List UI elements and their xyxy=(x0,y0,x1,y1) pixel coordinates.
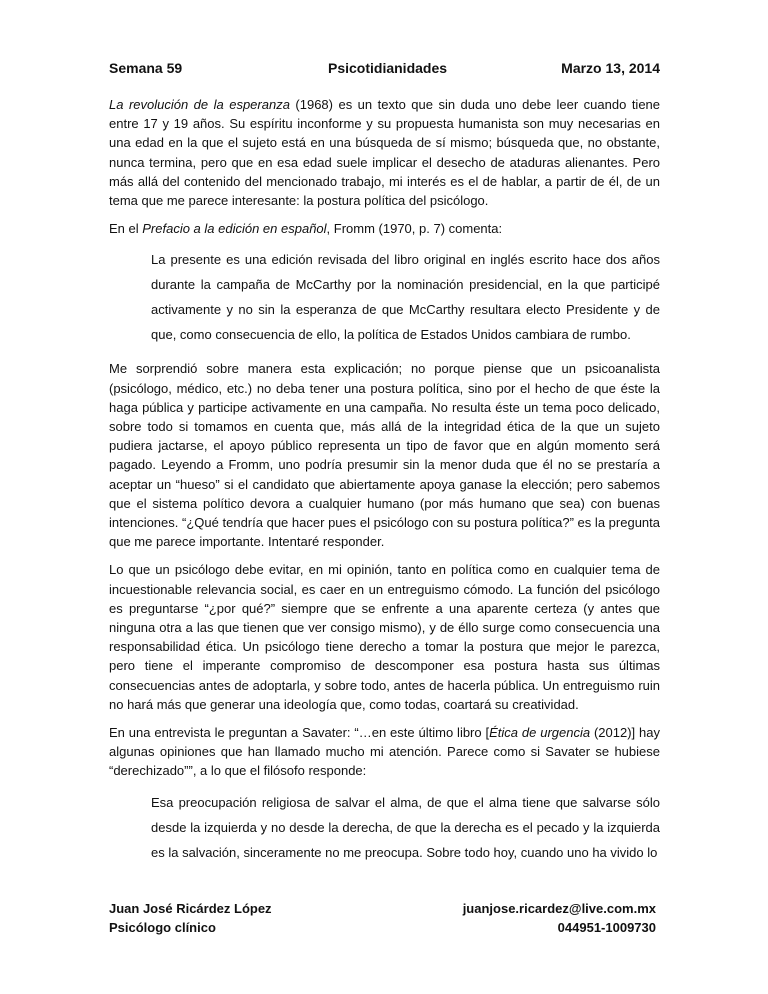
footer-phone: 044951-1009730 xyxy=(557,920,656,935)
paragraph-1-text: (1968) es un texto que sin duda uno debe leer cuando tiene entre 17 y 19 años. Su espíritu inconforme y su propuesta humanista son muy necesarias en una edad en la que el sujeto está en una búsqueda de sí mismo; búsqueda que, no obstante, nunca termina, pero que en esa edad suele implicar el desecho de ataduras alienantes. Pero más allá del contenido del mencionado trabajo, mi interés es el de hablar, a partir de él, de un tema que me parece interesante: la postura política del psicólogo. xyxy=(109,97,661,209)
paragraph-5-pre: En una entrevista le preguntan a Savater: “…en este último libro [ xyxy=(109,725,490,741)
paragraph-2-pre: En el xyxy=(109,221,143,237)
paragraph-3: Me sorprendió sobre manera esta explicación; no porque piense que un psicoanalista (psicólogo, médico, etc.) no deba tener una postura política, sino por el hecho de que éste la haga pública y participe activamente en una campaña. No resulta éste un tema poco delicado, sobre todo si tomamos en cuenta que, más allá de la integridad ética de la que un sujeto pudiera jactarse, el apoyo público representa un tipo de favor que en algún momento será pagado. Leyendo a Fromm, uno podría presumir sin la menor duda que él no se prestaría a aceptar un “hueso” si el candidato que abiertamente apoya ganase la elección; pero sabemos que el sistema político devora a cualquier humano (por más humano que sea) con buenas intenciones. “¿Qué tendría que hacer pues el psicólogo con su postura política?” es la pregunta que me parece importante. Intentaré responder. xyxy=(109,361,660,550)
header-week: Semana 59 xyxy=(109,60,183,76)
page-footer xyxy=(109,899,660,939)
preface-title: Prefacio a la edición en español xyxy=(142,221,327,237)
savater-book-title: Ética de urgencia xyxy=(489,725,591,741)
footer-author: Juan José Ricárdez López xyxy=(109,901,272,916)
header-date: Marzo 13, 2014 xyxy=(561,60,660,76)
page-header xyxy=(109,60,660,80)
footer-email: juanjose.ricardez@live.com.mx xyxy=(462,901,656,916)
book-title: La revolución de la esperanza xyxy=(109,97,290,112)
footer-role: Psicólogo clínico xyxy=(109,920,216,935)
paragraph-5 xyxy=(109,723,660,781)
block-quote-savater: Esa preocupación religiosa de salvar el alma, de que el alma tiene que salvarse sólo desde la izquierda y no desde la derecha, de que la derecha es el pecado y la izquierda es la salvación, sinceramente no me preocupa. Sobre todo hoy, cuando uno ha vivido lo xyxy=(151,794,660,860)
paragraph-2-post: , Fromm (1970, p. 7) comenta: xyxy=(326,221,503,237)
paragraph-2 xyxy=(109,219,660,238)
paragraph-5-post: (2012)] hay algunas opiniones que han llamado mucho mi atención. Parece como si Savater se hubiese “derechizado””, a lo que el filósofo responde: xyxy=(109,725,660,779)
article-body xyxy=(109,95,660,865)
body-clip xyxy=(0,95,768,890)
footer-contact-block xyxy=(463,899,656,937)
footer-author-block xyxy=(109,899,272,937)
paragraph-4: Lo que un psicólogo debe evitar, en mi opinión, tanto en política como en cualquier tema de incuestionable relevancia social, es caer en un entreguismo cómodo. La función del psicólogo es preguntarse “¿por qué?” siempre que se enfrente a una aparente certeza (y antes que ninguna otra a las que tienen que ver consigo mismo), y de éllo surge como consecuencia una responsabilidad ética. Un psicólogo tiene derecho a tomar la postura que mejor le parezca, pero tiene el imperante compromiso de descomponer esa postura hasta sus últimas consecuencias antes de adoptarla, y sobre todo, antes de hacerla pública. Un entreguismo ruin no hará más que generar una ideología que, como todas, coartará su creatividad. xyxy=(109,562,660,712)
block-quote-fromm: La presente es una edición revisada del libro original en inglés escrito hace dos años durante la campaña de McCarthy por la nominación presidencial, en la que participé activamente y no sin la esperanza de que McCarthy resultara electo Presidente y de que, como consecuencia de ello, la política de Estados Unidos cambiara de rumbo. xyxy=(151,252,660,343)
header-column-title: Psicotidianidades xyxy=(328,60,448,76)
paragraph-1 xyxy=(109,95,660,210)
